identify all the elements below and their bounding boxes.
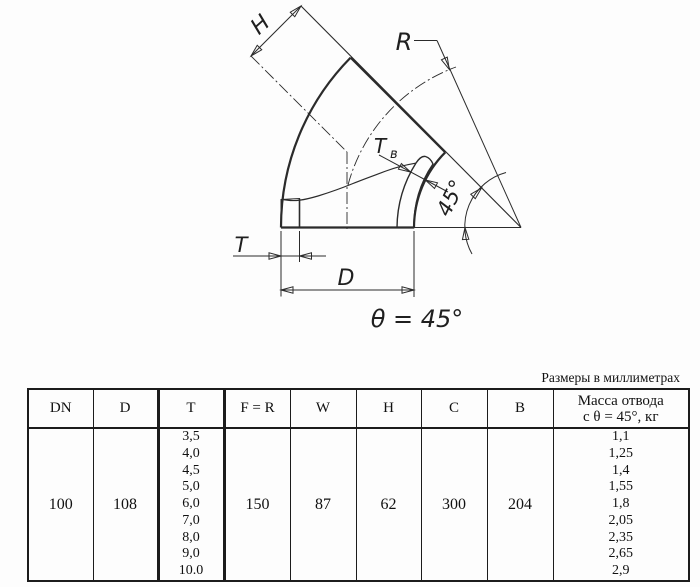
header-h: H	[356, 389, 421, 428]
units-note: Размеры в миллиметрах	[541, 370, 680, 385]
d-label: D	[337, 266, 355, 291]
cell-w: 87	[290, 428, 356, 581]
header-mass	[553, 389, 689, 428]
theta-equation-label: θ = 45°	[370, 305, 464, 333]
cell-f-r: 150	[224, 428, 290, 581]
upper-face-line	[351, 58, 446, 153]
header-w: W	[290, 389, 356, 428]
cell-b: 204	[487, 428, 553, 581]
tv-label: T	[374, 134, 387, 158]
header-mass-line2: с θ = 45°, кг	[583, 408, 659, 425]
cell-d: 108	[93, 428, 158, 581]
angle-dimension-arc	[465, 173, 506, 255]
header-b: B	[487, 389, 553, 428]
dimensions-table	[27, 388, 690, 582]
header-f-r: F = R	[224, 389, 290, 428]
cell-mass: 1,1 1,25 1,4 1,55 1,8 2,05 2,35 2,65 2,9	[553, 428, 689, 581]
angle-label: 45°	[431, 175, 470, 220]
cell-dn: 100	[28, 428, 93, 581]
header-c: C	[421, 389, 487, 428]
header-dn: DN	[28, 389, 93, 428]
header-mass-line1: Масса отвода	[577, 392, 664, 409]
outer-arc	[281, 58, 351, 228]
r-label: R	[395, 28, 413, 56]
h-label: H	[246, 10, 276, 40]
tv-label-subscript: в	[390, 147, 398, 162]
table-data-row	[28, 428, 689, 581]
left-wall-section	[281, 199, 300, 228]
angle-arrowhead-face	[471, 186, 484, 199]
table-header-row	[28, 389, 689, 428]
t-label: T	[234, 233, 248, 257]
cell-c: 300	[421, 428, 487, 581]
header-d: D	[93, 389, 158, 428]
cell-h: 62	[356, 428, 421, 581]
header-t: T	[158, 389, 224, 428]
cell-t: 3,5 4,0 4,5 5,0 6,0 7,0 8,0 9,0 10.0	[158, 428, 224, 581]
